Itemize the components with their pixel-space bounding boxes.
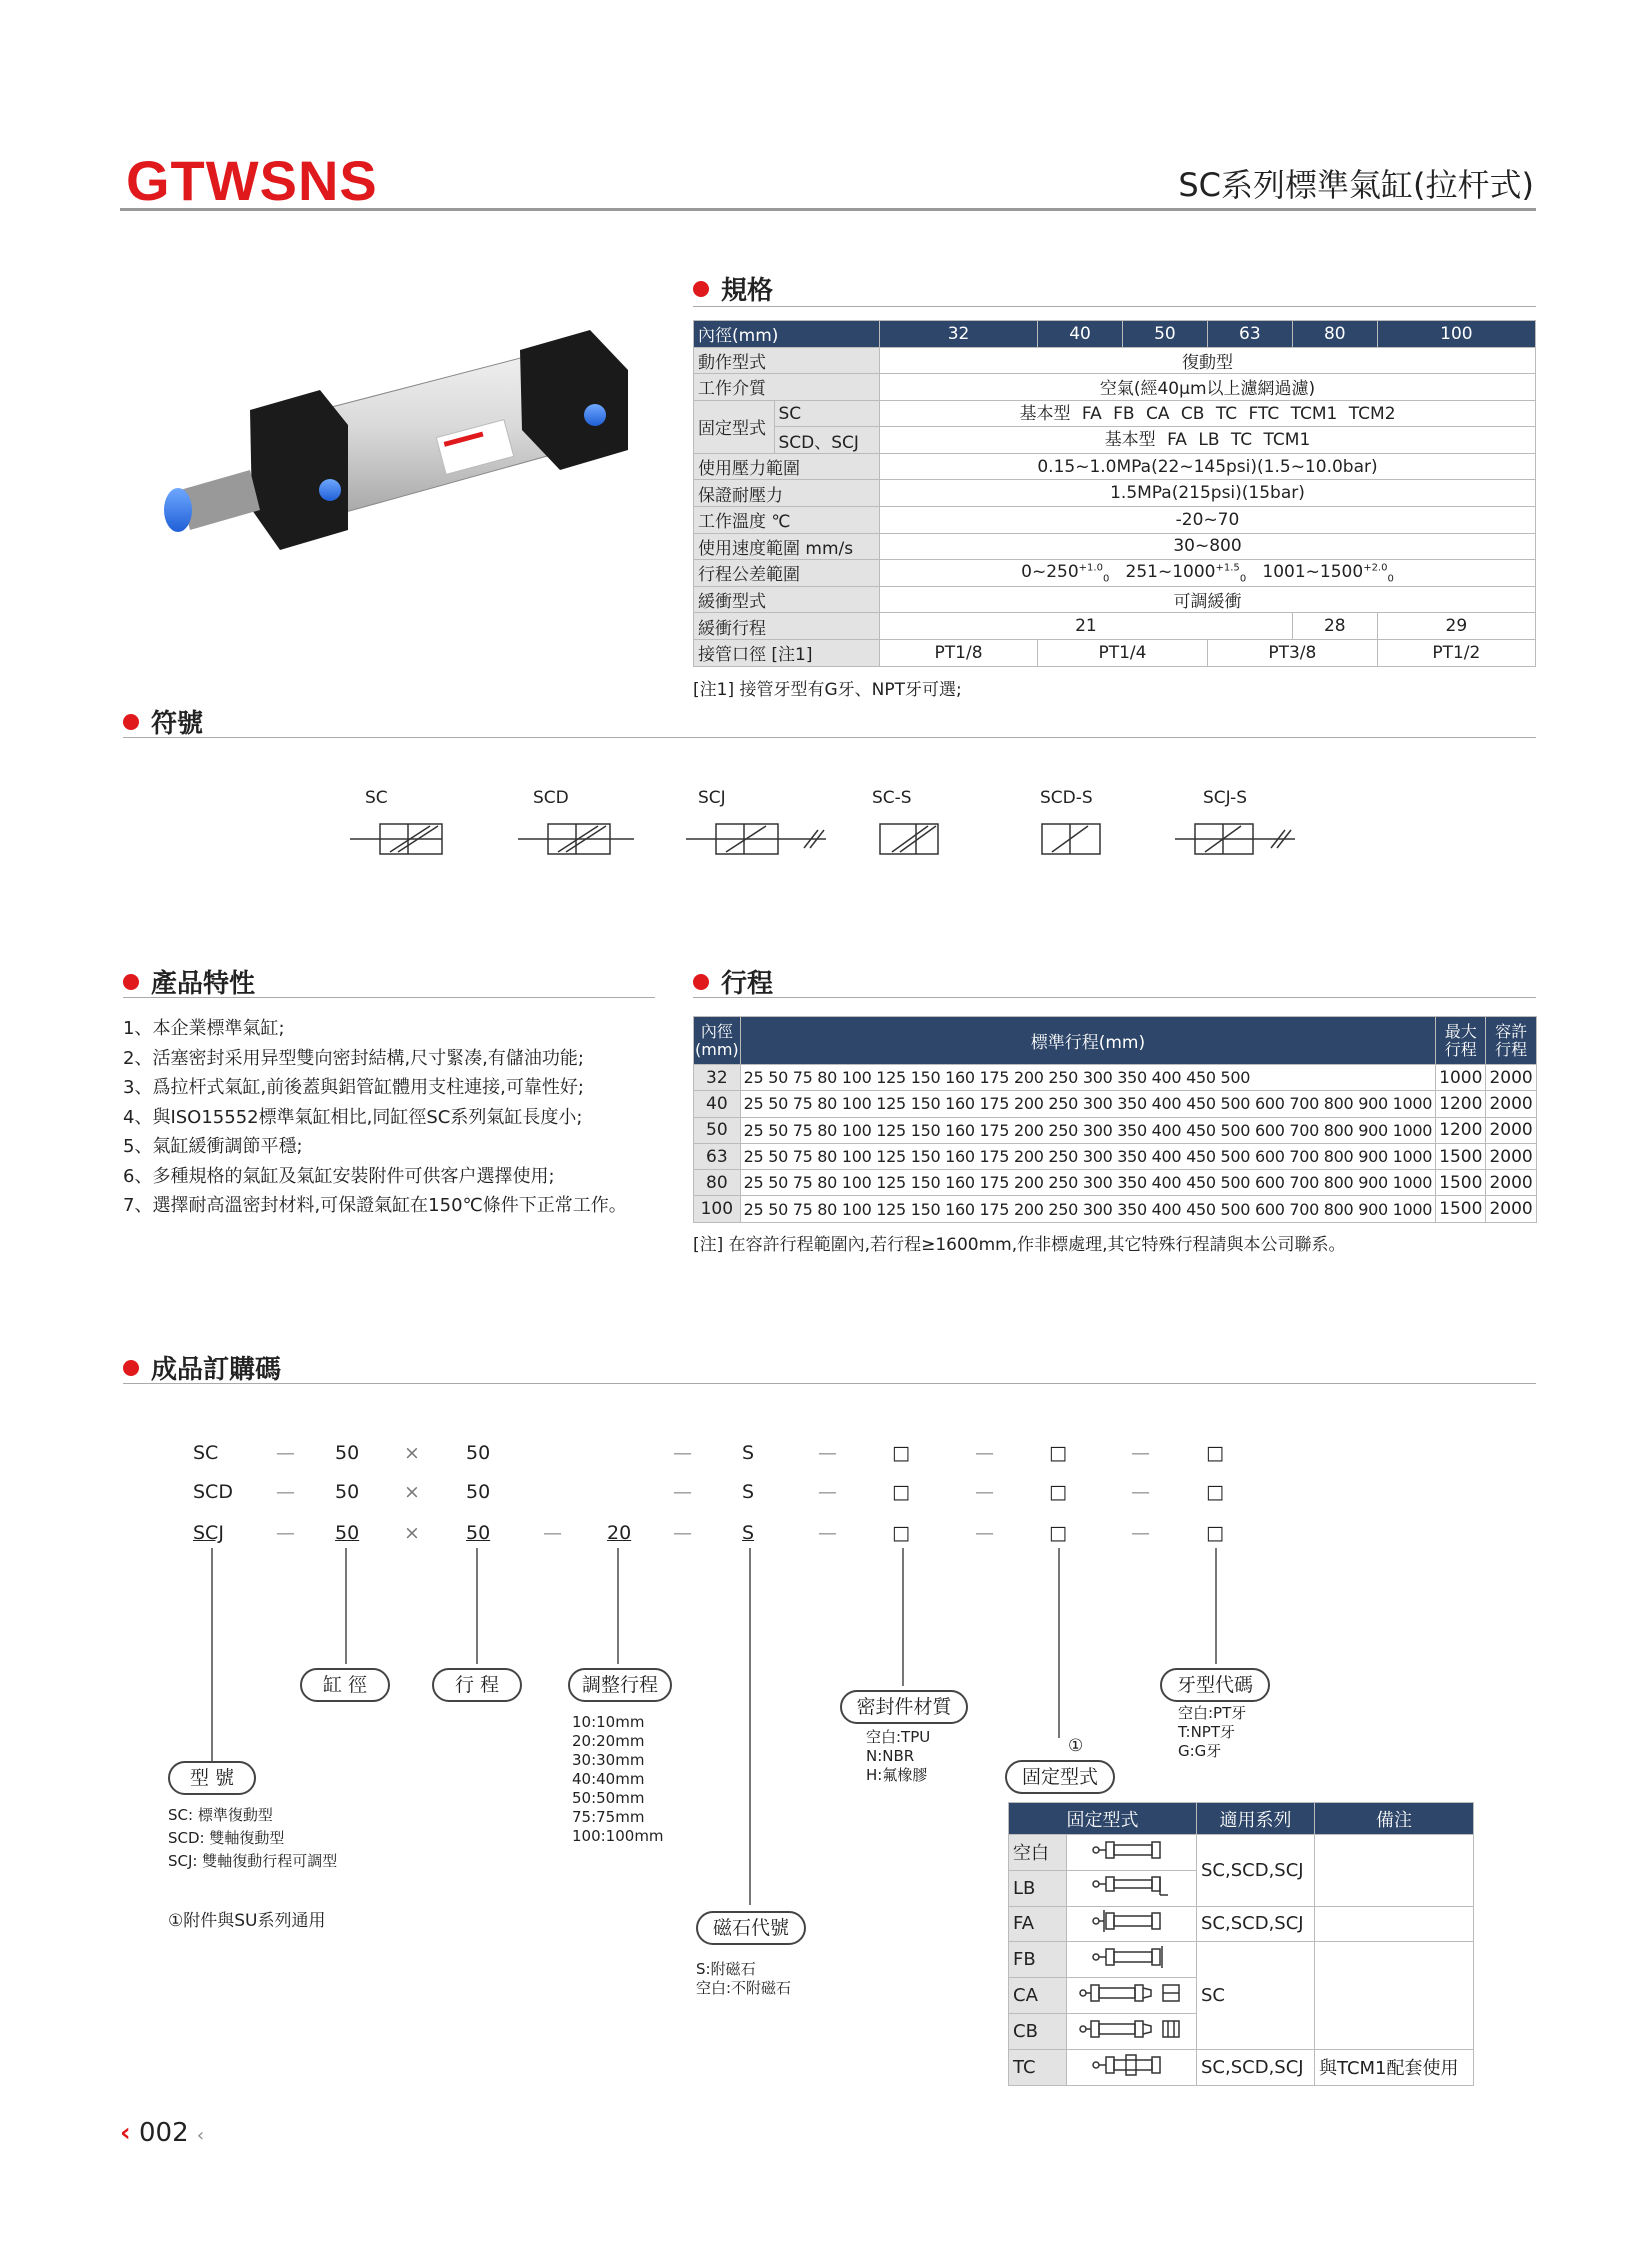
spec-value: 可調緩衝 [880,586,1536,613]
symbol-label: SCJ [698,788,726,808]
table-row: 32 25 50 75 80 100 125 150 160 175 200 250 300 350 400 450 500 1000 2000 [694,1065,1537,1091]
spec-value: 復動型 [880,347,1536,374]
leader-line [1058,1548,1060,1738]
order-magnet: S [742,1522,755,1544]
magnet-desc: S:附磁石 空白:不附磁石 [696,1960,792,1997]
spec-value: 空氣(經40μm以上濾網過濾) [880,374,1536,401]
chevron-left-icon: ‹ [120,2118,131,2148]
table-row: 63 25 50 75 80 100 125 150 160 175 200 250 300 350 400 450 500 600 700 800 900 1000 1500 2000 [694,1143,1537,1169]
table-row: 100 25 50 75 80 100 125 150 160 175 200 250 300 350 400 450 500 600 700 800 900 1000 1500 2000 [694,1196,1537,1222]
spec-note: [注1] 接管牙型有G牙、NPT牙可選; [693,680,962,700]
order-box: □ [892,1481,910,1503]
order-model: SCJ [193,1522,224,1544]
feature-item: 3、爲拉杆式氣缸,前後蓋與鋁管缸體用支柱連接,可靠性好; [123,1077,584,1098]
spec-value: 28 [1292,613,1377,640]
mount-fa-icon [1090,1910,1174,1932]
leader-line [749,1548,751,1905]
pill-adjust: 調整行程 [568,1668,672,1702]
order-dash: — [818,1481,837,1503]
order-box: □ [892,1522,910,1544]
feature-item: 6、多種規格的氣缸及氣缸安裝附件可供客户選擇使用; [123,1165,555,1187]
leader-line [902,1548,904,1686]
spec-label: 工作介質 [694,374,880,401]
order-bore: 50 [335,1481,360,1503]
spec-value: 29 [1377,613,1535,640]
mount-header-note: 備注 [1315,1803,1474,1835]
order-dash: — [673,1481,692,1503]
mount-header-series: 適用系列 [1197,1803,1315,1835]
spec-value: PT1/2 [1377,639,1535,666]
order-box: □ [1049,1522,1067,1544]
stroke-note: [注] 在容許行程範圍內,若行程≥1600mm,作非標處理,其它特殊行程請與本公司聯系。 [693,1235,1346,1255]
symbol-label: SCD-S [1040,788,1093,808]
pill-magnet: 磁石代號 [696,1911,806,1945]
adjust-stroke-list: 10:10mm 20:20mm 30:30mm 40:40mm 50:50mm 75:75mm 100:100mm [572,1713,664,1845]
model-desc: SC: 標準復動型 SCD: 雙軸復動型 SCJ: 雙軸復動行程可調型 [168,1806,338,1870]
order-times: × [404,1522,420,1544]
leader-line [211,1548,213,1775]
pill-stroke: 行 程 [432,1668,522,1702]
brand-logo: GTWSNS [126,149,378,212]
leader-line [1215,1548,1217,1664]
pill-seal: 密封件材質 [840,1690,968,1724]
order-stroke: 50 [466,1481,491,1503]
order-dash: — [276,1522,295,1544]
pill-mount: 固定型式 [1005,1760,1115,1794]
feature-item: 1、本企業標準氣缸; [123,1018,285,1039]
order-dash: — [1131,1442,1150,1464]
spec-bore-cell: 63 [1207,321,1292,348]
order-bore: 50 [335,1522,360,1544]
symbol-label: SC-S [872,788,912,808]
order-times: × [404,1481,420,1503]
section-title-symbol: 符號 [123,703,203,740]
thread-desc: 空白:PT牙 T:NPT牙 G:G牙 [1178,1704,1247,1760]
page-title: SC系列標準氣缸(拉杆式) [1178,166,1534,204]
spec-sub-label: SC [774,401,879,427]
order-dash: — [975,1481,994,1503]
spec-value: 21 [880,613,1293,640]
leader-line [345,1548,347,1664]
spec-table [693,320,1536,667]
section-title-features: 產品特性 [123,963,255,1000]
pill-model: 型 號 [168,1761,256,1795]
spec-bore-cell: 32 [880,321,1038,348]
accessory-note: ①附件與SU系列通用 [168,1911,326,1931]
symbol-scd-icon [518,824,634,854]
order-box: □ [1206,1522,1224,1544]
order-dash: — [1131,1522,1150,1544]
leader-line [476,1548,478,1664]
order-dash: — [673,1442,692,1464]
spec-bore-cell: 80 [1292,321,1377,348]
spec-header-bore: 內徑(mm) [694,321,880,348]
spec-label: 接管口徑 [注1] [694,639,880,666]
header-divider [120,208,1536,211]
feature-item: 4、與ISO15552標準氣缸相比,同缸徑SC系列氣缸長度小; [123,1106,583,1128]
features-list [123,1014,627,1221]
order-magnet: S [742,1481,755,1503]
mount-tc-icon [1090,2054,1174,2076]
mount-lb-icon [1090,1875,1174,1897]
stroke-header-allow: 容許行程 [1486,1017,1536,1065]
order-dash: — [276,1481,295,1503]
order-magnet: S [742,1442,755,1464]
spec-bore-cell: 50 [1122,321,1207,348]
order-adjust: 20 [607,1522,632,1544]
feature-item: 5、氣缸緩衝調節平穩; [123,1136,303,1157]
spec-value: 基本型 FA LB TC TCM1 [1104,429,1311,450]
spec-value: 基本型 FA FB CA CB TC FTC TCM1 TCM2 [880,401,1535,427]
mount-basic-icon [1090,1839,1174,1861]
order-box: □ [1206,1442,1224,1464]
pill-thread: 牙型代碼 [1160,1668,1270,1702]
section-title-order: 成品訂購碼 [123,1349,281,1386]
table-row: FB SC [1009,1942,1474,1978]
order-stroke: 50 [466,1442,491,1464]
mount-header-type: 固定型式 [1009,1803,1197,1835]
page-number: ‹ 002 ‹ [120,2118,205,2148]
leader-line [617,1548,619,1664]
table-row: CA [1009,1978,1474,2014]
cylinder-product-image [150,330,650,590]
table-row: 40 25 50 75 80 100 125 150 160 175 200 250 300 350 400 450 500 600 700 800 900 1000 1200 2000 [694,1091,1537,1117]
spec-label: 行程公差範圍 [694,560,880,587]
section-title-spec: 規格 [693,270,773,307]
order-box: □ [1049,1481,1067,1503]
section-title-stroke: 行程 [693,963,773,1000]
order-bore: 50 [335,1442,360,1464]
mount-type-table [1008,1802,1474,2086]
order-model: SCD [193,1481,233,1503]
spec-label: 動作型式 [694,347,880,374]
table-row: 50 25 50 75 80 100 125 150 160 175 200 250 300 350 400 450 500 600 700 800 900 1000 1200 2000 [694,1117,1537,1143]
mount-cb-icon [1077,2018,1187,2040]
symbol-label: SC [365,788,388,808]
table-row: FA SC,SCD,SCJ [1009,1906,1474,1942]
pneumatic-symbols [350,820,1310,870]
order-stroke: 50 [466,1522,491,1544]
spec-value: 1.5MPa(215psi)(15bar) [880,480,1536,507]
order-dash: — [543,1522,562,1544]
spec-label: 保證耐壓力 [694,480,880,507]
spec-value: PT3/8 [1207,639,1377,666]
circled-one: ① [1068,1736,1084,1756]
feature-item: 2、活塞密封采用异型雙向密封結構,尺寸緊凑,有儲油功能; [123,1047,584,1069]
mount-ca-icon [1077,1982,1187,2004]
spec-value: PT1/8 [880,639,1038,666]
spec-value: PT1/4 [1038,639,1208,666]
order-dash: — [818,1522,837,1544]
symbol-scj-icon [686,824,826,854]
order-dash: — [975,1522,994,1544]
spec-label: 使用壓力範圍 [694,453,880,480]
spec-value: 30~800 [880,533,1536,560]
seal-desc: 空白:TPU N:NBR H:氟橡膠 [866,1728,931,1784]
order-box: □ [1049,1442,1067,1464]
stroke-header-standard: 標準行程(mm) [740,1017,1436,1065]
symbol-label: SCJ-S [1203,788,1247,808]
spec-label: 使用速度範圍 mm/s [694,533,880,560]
spec-value-tolerance: $0\sim 250^{+1.0}_0$ $251\sim 1000^{+1.5}_0$ $1001\sim 1500^{+2.0}_0$ [880,560,1536,587]
order-dash: — [818,1442,837,1464]
order-dash: — [276,1442,295,1464]
feature-item: 7、選擇耐高溫密封材料,可保證氣缸在150℃條件下正常工作。 [123,1195,627,1216]
spec-value: -20~70 [880,506,1536,533]
chevron-left-small-icon: ‹ [196,2125,205,2146]
symbol-scj-s-icon [1175,824,1295,854]
symbol-sc-icon [350,824,442,854]
order-box: □ [1206,1481,1224,1503]
spec-label: 緩衝行程 [694,613,880,640]
symbol-label: SCD [533,788,569,808]
spec-bore-cell: 40 [1038,321,1123,348]
stroke-header-bore: 內徑(mm) [694,1017,741,1065]
table-row: 80 25 50 75 80 100 125 150 160 175 200 250 300 350 400 450 500 600 700 800 900 1000 1500 2000 [694,1170,1537,1196]
spec-label-mount-group [694,400,880,453]
mount-fb-icon [1090,1946,1174,1968]
spec-label: 工作溫度 ℃ [694,506,880,533]
order-dash: — [1131,1481,1150,1503]
stroke-header-max: 最大行程 [1436,1017,1486,1065]
table-row: 空白 SC,SCD,SCJ [1009,1835,1474,1871]
spec-label: 緩衝型式 [694,586,880,613]
symbol-sc-s-icon [880,824,938,854]
table-row: TC SC,SCD,SCJ 與TCM1配套使用 [1009,2049,1474,2085]
table-row: LB [1009,1870,1474,1906]
stroke-table [693,1016,1537,1223]
order-model: SC [193,1442,219,1464]
order-dash: — [975,1442,994,1464]
table-row: CB [1009,2013,1474,2049]
spec-value: 0.15~1.0MPa(22~145psi)(1.5~10.0bar) [880,453,1536,480]
spec-bore-cell: 100 [1377,321,1535,348]
spec-label: 固定型式 [694,401,774,453]
order-dash: — [673,1522,692,1544]
pill-bore: 缸 徑 [300,1668,390,1702]
spec-sub-label: SCD、SCJ [774,427,879,453]
order-times: × [404,1442,420,1464]
order-box: □ [892,1442,910,1464]
symbol-scd-s-icon [1042,824,1100,854]
